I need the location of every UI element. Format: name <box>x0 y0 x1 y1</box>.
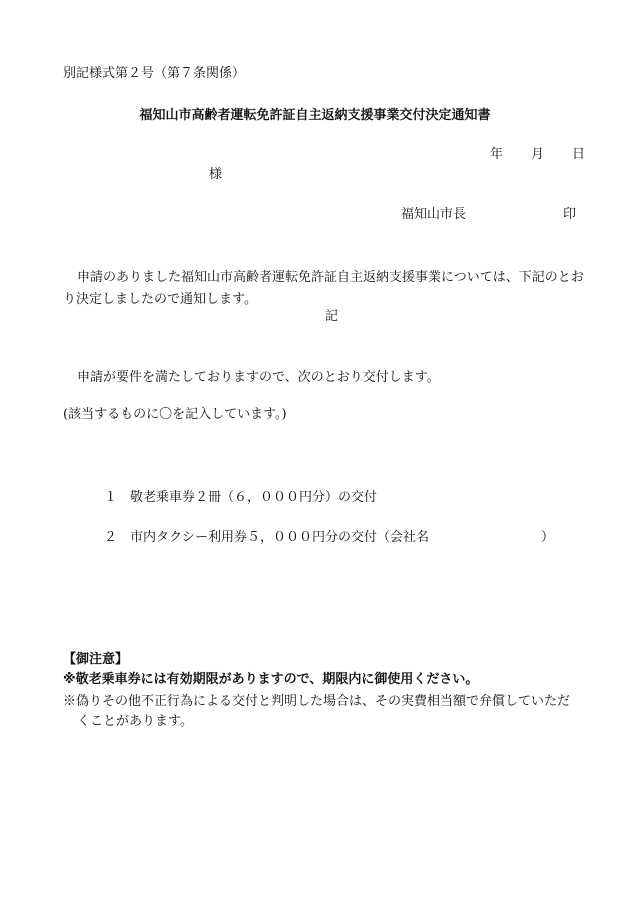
date-row <box>490 147 585 163</box>
body-paragraph-text: 申請のありました福知山市高齢者運転免許証自主返納支援事業については、下記のとおり決定しましたので通知します。 <box>63 270 584 307</box>
requirement-text-content: 申請が要件を満たしておりますので、次のとおり交付します。 <box>77 370 440 385</box>
document-title: 福知山市高齢者運転免許証自主返納支援事業交付決定通知書 <box>139 108 491 123</box>
date-year: 年 <box>490 147 504 162</box>
marking-note: (該当するものに〇を記入しています。) <box>63 407 287 422</box>
requirement-text <box>63 370 440 386</box>
caution-line-1: ※敬老乗車券には有効期限がありますので、期限内に御使用ください。 <box>63 672 479 687</box>
date-month: 月 <box>531 147 545 162</box>
ki-heading: 記 <box>325 309 339 324</box>
body-paragraph <box>63 267 590 311</box>
caution-heading: 【御注意】 <box>63 652 129 667</box>
option-1-text: 敬老乗車券２冊（６，０００円分）の交付 <box>130 490 378 505</box>
option-2-close-paren: ） <box>541 530 555 545</box>
caution-line-2 <box>63 692 590 732</box>
issuer-name: 福知山市長 <box>401 207 467 222</box>
recipient-suffix: 様 <box>209 167 223 182</box>
form-label: 別記様式第２号（第７条関係） <box>63 66 246 81</box>
seal-mark: 印 <box>563 207 577 222</box>
caution-line-2-part1: ※偽りその他不正行為による交付と判明した場合は、その実費相当額で弁償していただ <box>63 694 571 709</box>
caution-line-2-part2: くことがあります。 <box>77 714 193 729</box>
date-day: 日 <box>572 147 586 162</box>
option-1-number: １ <box>104 490 118 505</box>
option-2-text: 市内タクシー利用券５，０００円分の交付（会社名 <box>130 530 430 545</box>
option-2-number: ２ <box>104 530 118 545</box>
